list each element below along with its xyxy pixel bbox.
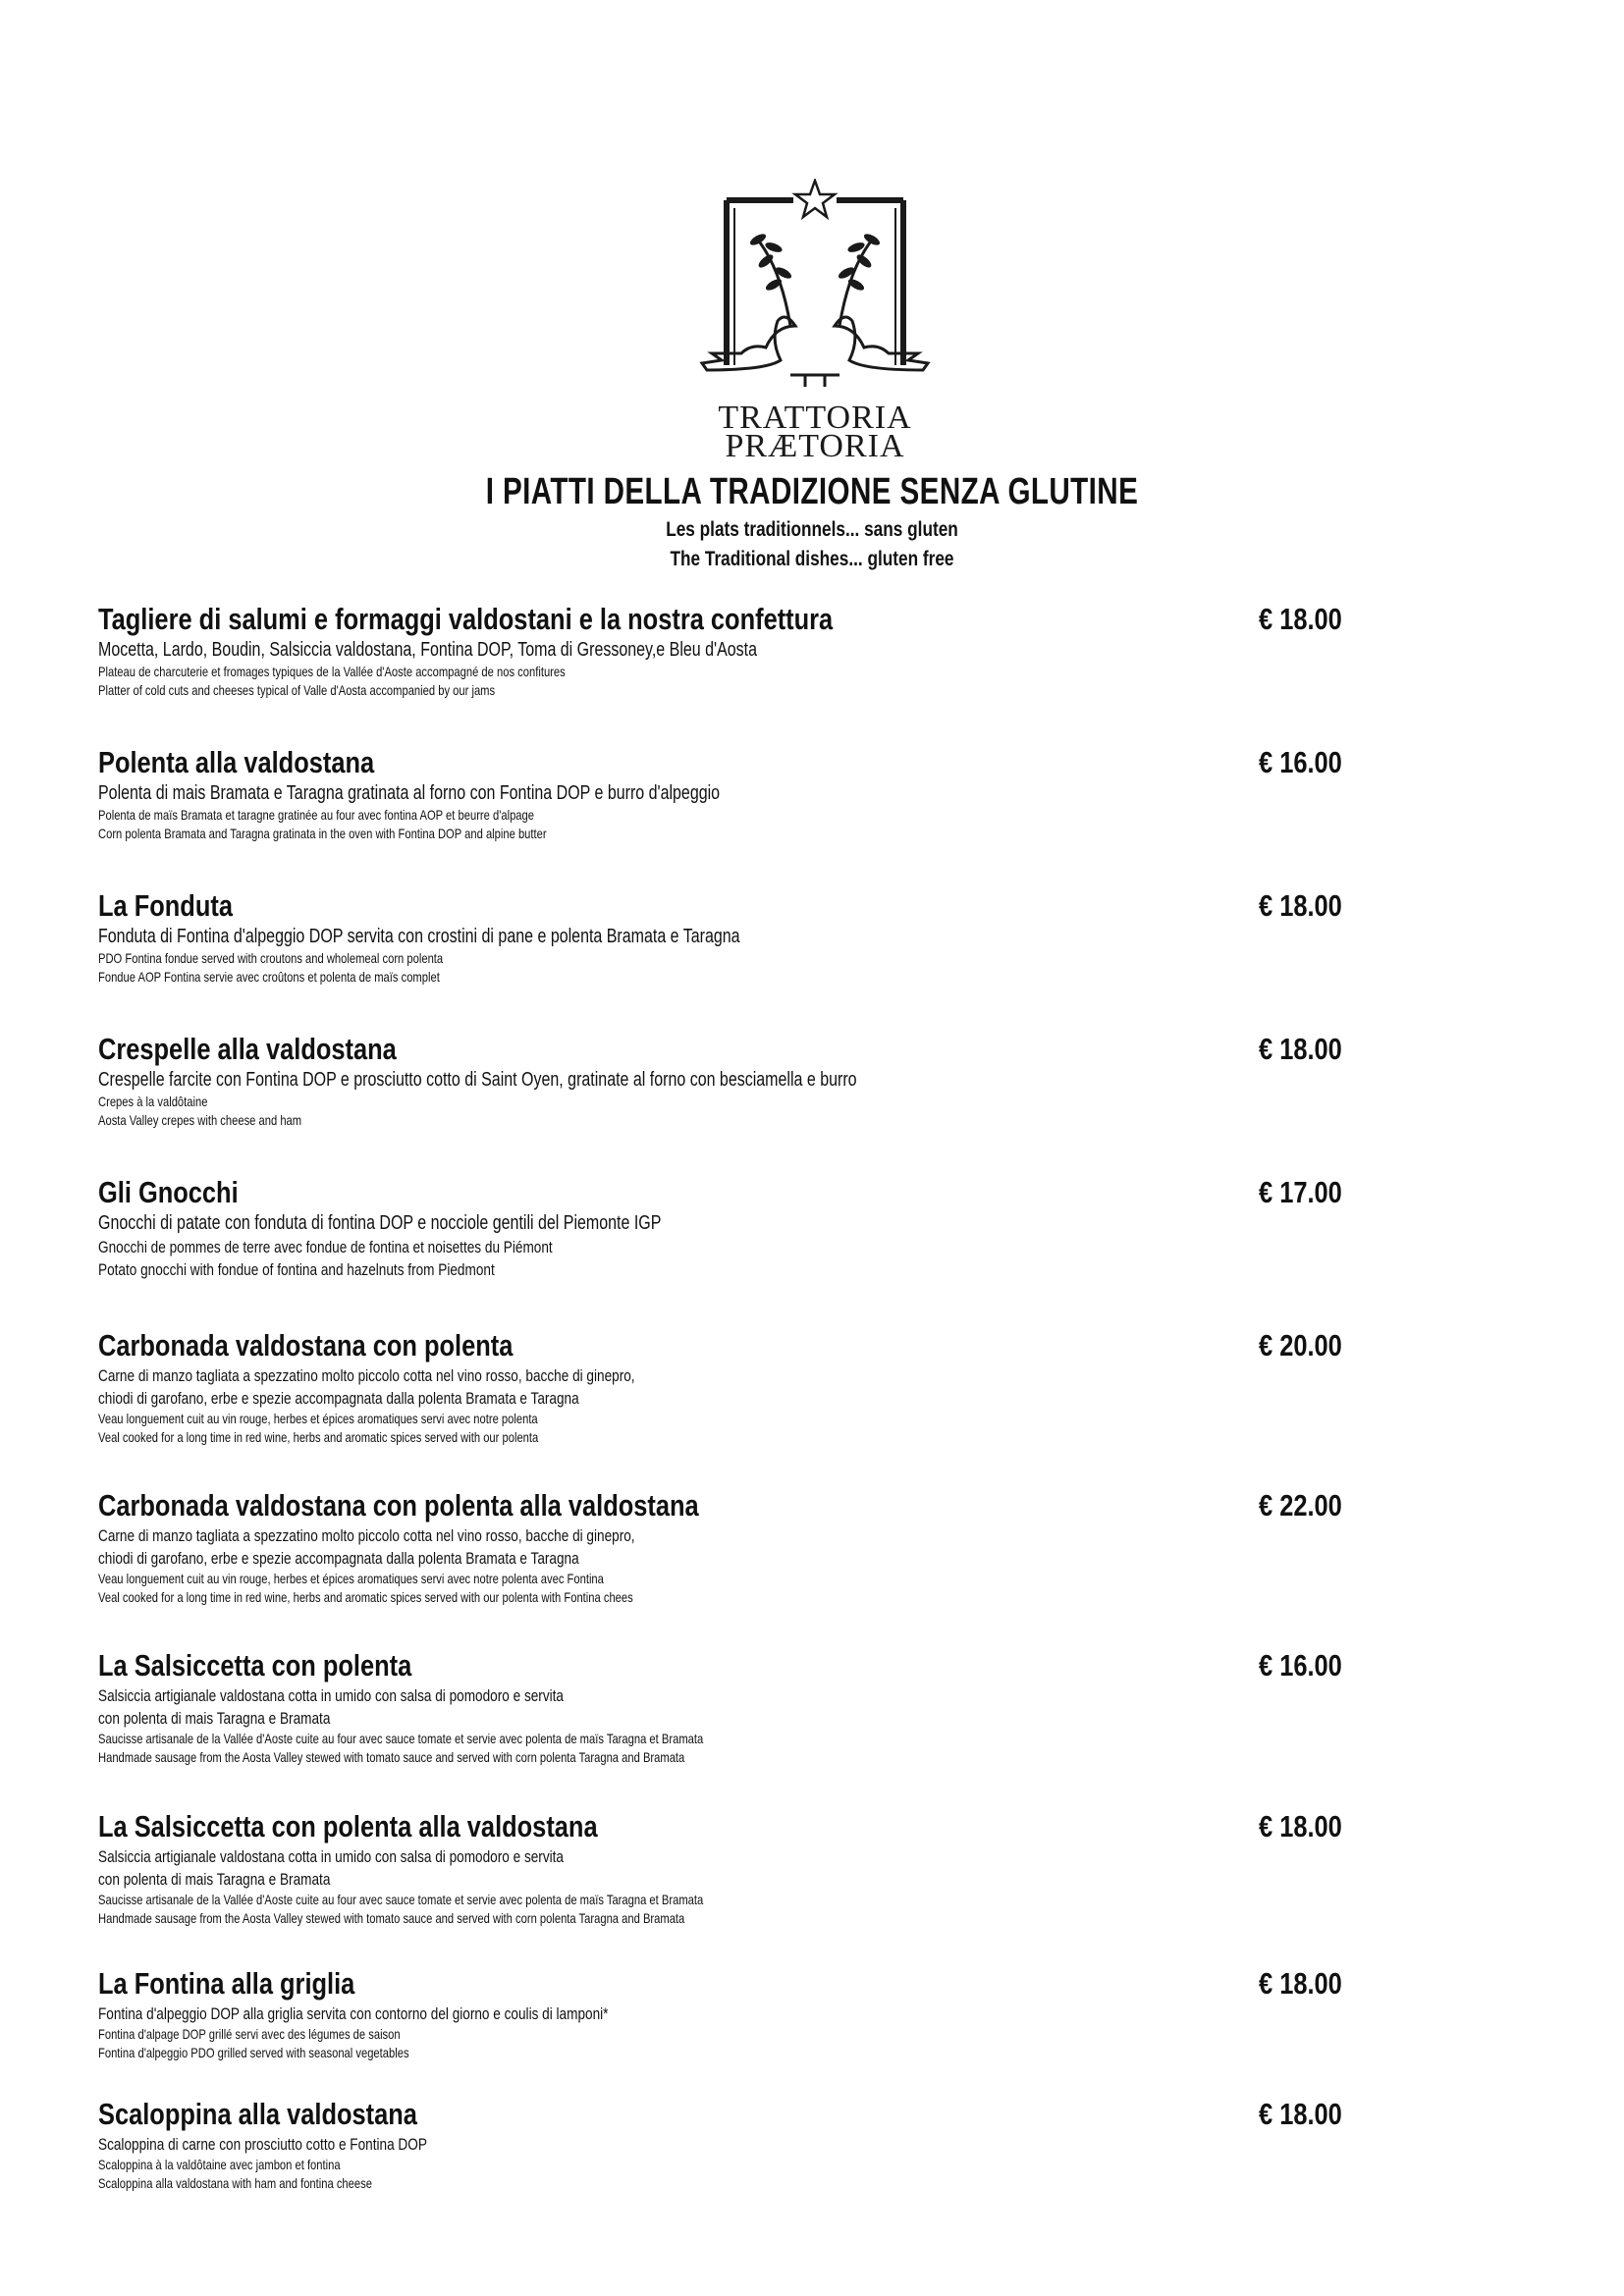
menu-item-description: Crespelle farcite con Fontina DOP e prosciutto cotto di Saint Oyen, gratinate al forno con besciamella e burro: [98, 1069, 857, 1091]
menu-item-description: Fontina d'alpeggio PDO grilled served with seasonal vegetables: [98, 2045, 409, 2060]
menu-item-description: Fontina d'alpage DOP grillé servi avec des légumes de saison: [98, 2026, 401, 2042]
menu-item-description: Carne di manzo tagliata a spezzatino molto piccolo cotta nel vino rosso, bacche di ginepro,: [98, 1366, 635, 1385]
menu-item-description: Veal cooked for a long time in red wine, herbs and aromatic spices served with our polenta: [98, 1429, 539, 1445]
menu-item-description: con polenta di mais Taragna e Bramata: [98, 1709, 331, 1728]
menu-item: [98, 1174, 1375, 1281]
menu-item-description: Saucisse artisanale de la Vallée d'Aoste cuite au four avec sauce tomate et servie avec polenta de maïs Taragna et Bramata: [98, 1892, 704, 1907]
menu-item-price: € 22.00: [1259, 1488, 1342, 1522]
menu-item-name: Scaloppina alla valdostana: [98, 2097, 417, 2131]
menu-item: [98, 1965, 1375, 2062]
menu-item-description: Fonduta di Fontina d'alpeggio DOP servita con crostini di pane e polenta Bramata e Taragna: [98, 926, 740, 947]
menu-item-name: Polenta alla valdostana: [98, 745, 375, 779]
menu-item-name: Carbonada valdostana con polenta: [98, 1328, 514, 1362]
menu-item: [98, 1808, 1375, 1928]
menu-item-name: Crespelle alla valdostana: [98, 1032, 397, 1066]
menu-item: [98, 1487, 1375, 1607]
doves-crest-icon: [687, 179, 943, 404]
menu-item-description: Gnocchi de pommes de terre avec fondue de fontina et noisettes du Piémont: [98, 1238, 553, 1256]
menu-item-description: chiodi di garofano, erbe e spezie accompagnata dalla polenta Bramata e Taragna: [98, 1549, 579, 1568]
menu-item: [98, 1031, 1375, 1130]
menu-item-description: Salsiccia artigianale valdostana cotta in umido con salsa di pomodoro e servita: [98, 1686, 564, 1705]
menu-item-description: Polenta di mais Bramata e Taragna gratinata al forno con Fontina DOP e burro d'alpeggio: [98, 782, 721, 804]
menu-item-price: € 18.00: [1259, 602, 1342, 636]
menu-item-name: La Salsiccetta con polenta alla valdostana: [98, 1809, 598, 1843]
menu-item-description: Plateau de charcuterie et fromages typiques de la Vallée d'Aoste accompagné de nos confitures: [98, 664, 566, 679]
logo-line-1: TRATTORIA: [718, 400, 912, 436]
menu-item-description: Aosta Valley crepes with cheese and ham: [98, 1112, 302, 1128]
menu-item-description: Fondue AOP Fontina servie avec croûtons et polenta de maïs complet: [98, 969, 440, 985]
menu-item-price: € 18.00: [1259, 2097, 1342, 2131]
menu-item-name: La Fonduta: [98, 888, 233, 923]
menu-item-price: € 18.00: [1259, 1809, 1342, 1843]
menu-item-description: Polenta de maïs Bramata et taragne gratinée au four avec fontina AOP et beurre d'alpage: [98, 807, 534, 823]
menu-item-price: € 18.00: [1259, 1032, 1342, 1066]
menu-item-price: € 20.00: [1259, 1328, 1342, 1362]
menu-item-price: € 16.00: [1259, 1648, 1342, 1682]
menu-item: [98, 2096, 1375, 2193]
menu-item-description: PDO Fontina fondue served with croutons and wholemeal corn polenta: [98, 950, 444, 966]
menu-item-price: € 17.00: [1259, 1175, 1342, 1209]
menu-item-description: Handmade sausage from the Aosta Valley stewed with tomato sauce and served with corn polenta Taragna and Bramata: [98, 1749, 685, 1765]
menu-item-price: € 18.00: [1259, 1966, 1342, 2001]
menu-item-description: Scaloppina di carne con prosciutto cotto e Fontina DOP: [98, 2135, 427, 2154]
menu-item-description: con polenta di mais Taragna e Bramata: [98, 1870, 331, 1889]
menu-item-description: Platter of cold cuts and cheeses typical of Valle d'Aosta accompanied by our jams: [98, 682, 496, 698]
menu-item-name: Gli Gnocchi: [98, 1175, 239, 1209]
menu-item-name: Tagliere di salumi e formaggi valdostani e la nostra confettura: [98, 602, 834, 636]
menu-item-description: chiodi di garofano, erbe e spezie accompagnata dalla polenta Bramata e Taragna: [98, 1389, 579, 1408]
menu-item-name: Carbonada valdostana con polenta alla valdostana: [98, 1488, 699, 1522]
menu-item-description: Scaloppina alla valdostana with ham and fontina cheese: [98, 2175, 372, 2191]
menu-item: [98, 1327, 1375, 1447]
menu-item-description: Gnocchi di patate con fonduta di fontina DOP e nocciole gentili del Piemonte IGP: [98, 1212, 662, 1234]
menu-item-description: Veau longuement cuit au vin rouge, herbes et épices aromatiques servi avec notre polenta avec Fontina: [98, 1571, 604, 1586]
menu-item-description: Veal cooked for a long time in red wine, herbs and aromatic spices served with our polenta with Fontina chees: [98, 1589, 633, 1605]
menu-item-price: € 18.00: [1259, 888, 1342, 923]
menu-item: [98, 601, 1375, 700]
menu-item-description: Mocetta, Lardo, Boudin, Salsiccia valdostana, Fontina DOP, Toma di Gressoney,e Bleu d'Aosta: [98, 639, 757, 661]
trattoria-logo: [687, 179, 943, 463]
menu-item: [98, 1647, 1375, 1767]
menu-item-description: Fontina d'alpeggio DOP alla griglia servita con contorno del giorno e coulis di lamponi*: [98, 2004, 609, 2023]
menu-item-description: Salsiccia artigianale valdostana cotta in umido con salsa di pomodoro e servita: [98, 1847, 564, 1866]
menu-item: [98, 744, 1375, 843]
menu-subtitle-en: The Traditional dishes... gluten free: [670, 548, 954, 570]
menu-item-description: Crepes à la valdôtaine: [98, 1094, 208, 1109]
menu-title: I PIATTI DELLA TRADIZIONE SENZA GLUTINE: [485, 471, 1139, 512]
menu-item-description: Handmade sausage from the Aosta Valley stewed with tomato sauce and served with corn polenta Taragna and Bramata: [98, 1910, 685, 1926]
menu-item-description: Saucisse artisanale de la Vallée d'Aoste cuite au four avec sauce tomate et servie avec polenta de maïs Taragna et Bramata: [98, 1731, 704, 1746]
menu-item-description: Veau longuement cuit au vin rouge, herbes et épices aromatiques servi avec notre polenta: [98, 1411, 538, 1426]
menu-item-description: Corn polenta Bramata and Taragna gratinata in the oven with Fontina DOP and alpine butter: [98, 826, 547, 841]
menu-item-name: La Salsiccetta con polenta: [98, 1648, 412, 1682]
menu-item: [98, 887, 1375, 987]
menu-item-description: Scaloppina à la valdôtaine avec jambon et fontina: [98, 2157, 341, 2172]
menu-item-description: Potato gnocchi with fondue of fontina and hazelnuts from Piedmont: [98, 1260, 495, 1279]
menu-item-name: La Fontina alla griglia: [98, 1966, 355, 2001]
menu-item-description: Carne di manzo tagliata a spezzatino molto piccolo cotta nel vino rosso, bacche di ginepro,: [98, 1526, 635, 1545]
menu-item-price: € 16.00: [1259, 745, 1342, 779]
menu-subtitle-fr: Les plats traditionnels... sans gluten: [666, 518, 958, 541]
logo-line-2: PRÆTORIA: [725, 428, 905, 464]
